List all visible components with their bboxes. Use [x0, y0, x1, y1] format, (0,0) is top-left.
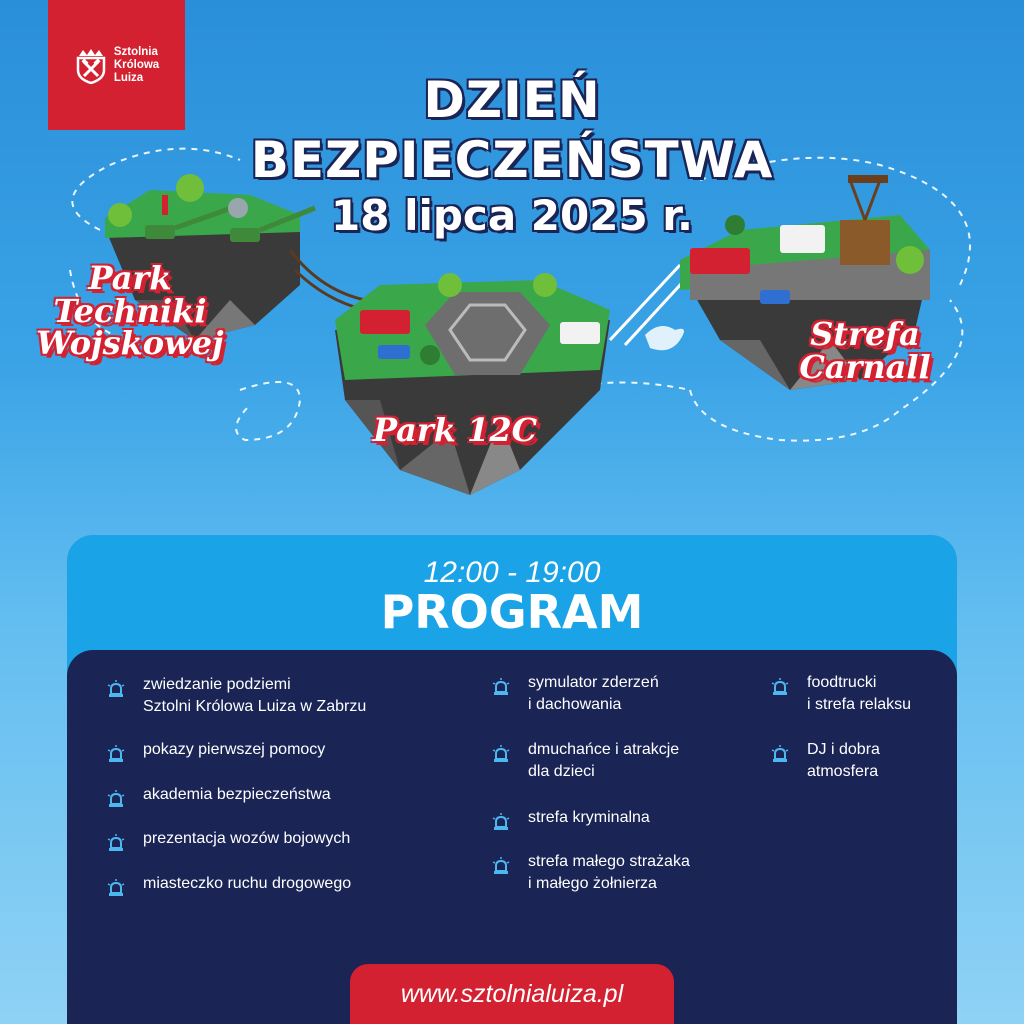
- program-item-line: Sztolni Królowa Luiza w Zabrzu: [143, 698, 367, 715]
- program-item: [143, 739, 325, 761]
- siren-icon: [492, 813, 510, 831]
- program-item-line: i dachowania: [528, 696, 622, 713]
- program-item: [143, 784, 331, 806]
- zone-label-line: Strefa: [810, 315, 920, 353]
- program-item: [528, 739, 679, 783]
- siren-icon: [771, 678, 789, 696]
- siren-icon: [771, 745, 789, 763]
- program-item-line: strefa małego strażaka: [528, 853, 690, 870]
- program-item: [807, 739, 880, 783]
- program-item-line: dmuchańce i atrakcje: [528, 741, 680, 758]
- program-item-line: dla dzieci: [528, 763, 595, 780]
- siren-icon: [492, 678, 510, 696]
- program-item-line: strefa kryminalna: [528, 809, 650, 826]
- program-item-line: i małego żołnierza: [528, 875, 657, 892]
- zone-label-park-12c: [355, 411, 555, 449]
- program-item: [143, 873, 351, 895]
- zone-label-line: Park 12C: [372, 411, 538, 449]
- siren-icon: [492, 745, 510, 763]
- title-line-2: BEZPIECZEŃSTWA: [250, 131, 774, 189]
- siren-icon: [107, 745, 125, 763]
- program-item-line: DJ i dobra: [807, 741, 880, 758]
- program-item-line: akademia bezpieczeństwa: [143, 786, 331, 803]
- siren-icon: [107, 879, 125, 897]
- zone-label-line: Carnall: [799, 347, 931, 386]
- logo-line-1: Sztolnia: [113, 45, 158, 58]
- program-item: [528, 851, 690, 895]
- zone-label-line: Wojskowej: [36, 324, 224, 363]
- logo-line-2: Królowa: [113, 58, 160, 71]
- zone-label-line: Techniki: [53, 291, 207, 330]
- event-date: 18 lipca 2025 r.: [331, 191, 693, 240]
- event-title: [0, 70, 1024, 240]
- siren-icon: [107, 680, 125, 698]
- website-url[interactable]: www.sztolnialuiza.pl: [400, 979, 624, 1008]
- siren-icon: [107, 790, 125, 808]
- program-item-line: zwiedzanie podziemi: [143, 676, 291, 693]
- event-hours: 12:00 - 19:00: [423, 556, 601, 589]
- program-item-line: pokazy pierwszej pomocy: [143, 741, 326, 758]
- program-item: [528, 807, 650, 829]
- siren-icon: [492, 857, 510, 875]
- program-item: [807, 672, 911, 716]
- logo-line-3: Luiza: [113, 71, 144, 84]
- island-center: [335, 273, 610, 495]
- program-item: [528, 672, 659, 716]
- siren-icon: [107, 834, 125, 852]
- program-item-line: symulator zderzeń: [528, 674, 659, 691]
- program-item-line: miasteczko ruchu drogowego: [143, 875, 352, 892]
- program-item: [143, 828, 350, 850]
- program-item-line: foodtrucki: [807, 674, 877, 691]
- title-line-1: DZIEŃ: [423, 71, 601, 129]
- program-heading: PROGRAM: [380, 585, 644, 639]
- zone-label-strefa-carnall: [785, 315, 945, 386]
- program-item-line: prezentacja wozów bojowych: [143, 830, 351, 847]
- program-item-line: i strefa relaksu: [807, 696, 912, 713]
- zone-label-line: Park: [88, 259, 172, 297]
- program-item: [143, 674, 366, 718]
- website-link[interactable]: [350, 964, 674, 1024]
- program-item-line: atmosfera: [807, 763, 879, 780]
- zone-label-park-techniki: [30, 259, 230, 363]
